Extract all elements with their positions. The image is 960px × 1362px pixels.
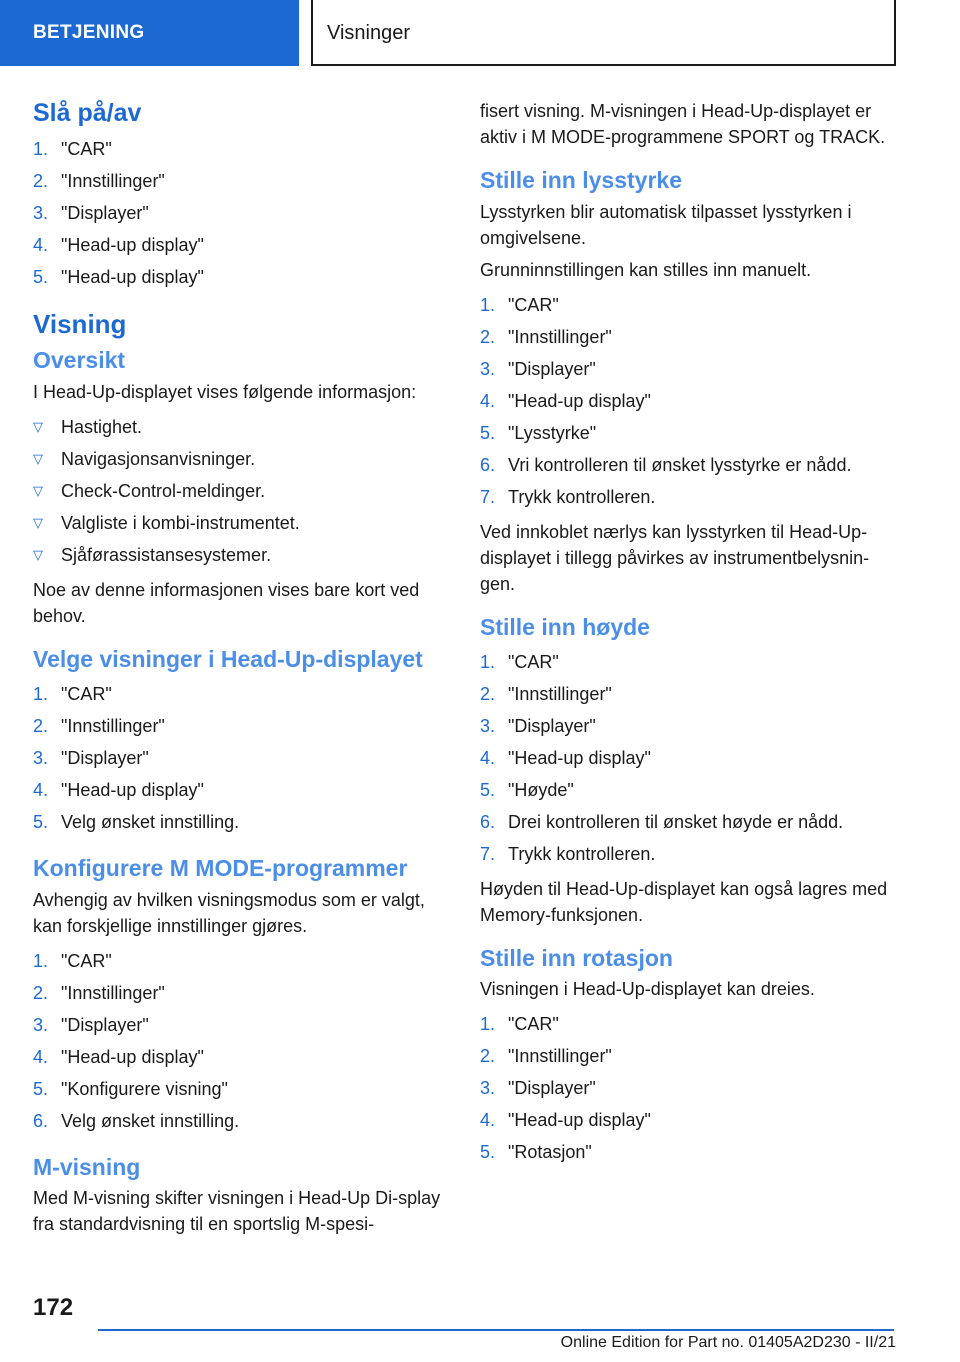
step-number: 6. <box>480 454 496 475</box>
step-item <box>480 710 895 742</box>
step-number: 7. <box>480 843 496 864</box>
lysstyrke-note: Ved innkoblet nærlys kan lysstyrken til Head-Up-displayet i tillegg påvirkes av instrumentbelysnin-gen. <box>480 521 870 594</box>
step-item <box>480 353 895 385</box>
lysstyrke-p2: Grunninnstillingen kan stilles inn manuelt. <box>480 259 812 280</box>
hoyde-note: Høyden til Head-Up-displayet kan også lagres med Memory-funksjonen. <box>480 878 888 925</box>
heading-hoyde: Stille inn høyde <box>480 613 650 640</box>
step-item <box>33 197 448 229</box>
list-velge <box>33 678 448 838</box>
heading-oversikt: Oversikt <box>33 347 126 374</box>
item-text: "Innstillinger" <box>61 171 165 192</box>
heading-lysstyrke: Stille inn lysstyrke <box>480 167 682 193</box>
step-number: 5. <box>480 779 496 800</box>
step-number: 4. <box>480 390 496 411</box>
item-text: "Head-up display" <box>61 1046 204 1067</box>
oversikt-intro: I Head-Up-displayet vises følgende informasjon: <box>33 382 417 403</box>
item-text: "Høyde" <box>508 779 574 800</box>
step-item <box>33 945 448 977</box>
item-text: "Head-up display" <box>61 779 204 800</box>
item-text: "Head-up display" <box>61 267 204 288</box>
step-number: 2. <box>480 683 496 704</box>
step-number: 2. <box>33 715 49 736</box>
list-hoyde <box>480 646 895 870</box>
step-item <box>480 646 895 678</box>
step-number: 5. <box>480 1142 496 1163</box>
item-text: Drei kontrolleren til ønsket høyde er nådd. <box>508 811 844 832</box>
item-text: Check-Control-meldinger. <box>61 481 266 502</box>
heading-visning: Visning <box>33 309 127 340</box>
step-item <box>480 1072 895 1104</box>
item-text: "Innstillinger" <box>508 326 612 347</box>
item-text: "Displayer" <box>508 1078 596 1099</box>
item-text: "CAR" <box>508 1014 559 1035</box>
step-item <box>480 1104 895 1136</box>
bullet-item <box>33 507 448 539</box>
item-text: Velg ønsket innstilling. <box>61 1110 240 1131</box>
list-konfig <box>33 945 448 1137</box>
item-text: Velg ønsket innstilling. <box>61 811 240 832</box>
step-item <box>480 321 895 353</box>
step-number: 2. <box>480 1046 496 1067</box>
step-number: 3. <box>33 203 49 224</box>
step-number: 4. <box>480 747 496 768</box>
step-item <box>480 678 895 710</box>
step-number: 4. <box>33 235 49 256</box>
bullet-item <box>33 443 448 475</box>
step-item <box>33 774 448 806</box>
step-item <box>33 1073 448 1105</box>
rotasjon-intro: Visningen i Head-Up-displayet kan dreies. <box>480 979 815 1000</box>
item-text: "Innstillinger" <box>61 715 165 736</box>
triangle-bullet-icon: ▽ <box>33 547 43 563</box>
step-item <box>33 1105 448 1137</box>
step-item <box>480 289 895 321</box>
triangle-bullet-icon: ▽ <box>33 515 43 531</box>
step-number: 2. <box>33 982 49 1003</box>
konfig-intro: Avhengig av hvilken visningsmodus som er valgt, kan forskjellige innstillinger gjøres. <box>33 889 425 936</box>
item-text: "Displayer" <box>61 747 149 768</box>
footer-edition: Online Edition for Part no. 01405A2D230 - II/21 <box>560 1334 896 1351</box>
step-item <box>480 742 895 774</box>
step-item <box>33 1041 448 1073</box>
item-text: "Head-up display" <box>508 747 651 768</box>
item-text: "CAR" <box>508 651 559 672</box>
mvisning-text: Med M-visning skifter visningen i Head-Up Di-splay fra standardvisning til en sportslig M-spesi- <box>33 1188 441 1235</box>
step-item <box>480 806 895 838</box>
step-number: 4. <box>480 1110 496 1131</box>
step-item <box>33 742 448 774</box>
step-number: 1. <box>480 294 496 315</box>
right-column <box>480 98 895 1174</box>
step-item <box>480 449 895 481</box>
left-column <box>33 98 448 1243</box>
bullet-item <box>33 411 448 443</box>
list-lysstyrke <box>480 289 895 513</box>
item-text: "Head-up display" <box>508 1110 651 1131</box>
item-text: "Head-up display" <box>61 235 204 256</box>
item-text: Navigasjonsanvisninger. <box>61 449 256 470</box>
item-text: "Lysstyrke" <box>508 422 597 443</box>
triangle-bullet-icon: ▽ <box>33 451 43 467</box>
item-text: "Rotasjon" <box>508 1142 592 1163</box>
heading-konfig: Konfigurere M MODE-programmer <box>33 854 408 881</box>
item-text: Valgliste i kombi-instrumentet. <box>61 513 300 534</box>
item-text: Vri kontrolleren til ønsket lysstyrke er nådd. <box>508 454 852 475</box>
mvisning-continued: fisert visning. M-visningen i Head-Up-displayet er aktiv i M MODE-programmene SPORT og TRACK. <box>480 101 886 147</box>
item-text: Sjåførassistansesystemer. <box>61 545 272 566</box>
step-number: 4. <box>33 779 49 800</box>
item-text: "CAR" <box>61 950 112 971</box>
step-item <box>33 1009 448 1041</box>
page-number: 172 <box>33 1294 74 1321</box>
step-number: 3. <box>33 1014 49 1035</box>
bullet-item <box>33 475 448 507</box>
step-number: 6. <box>33 1110 49 1131</box>
triangle-bullet-icon: ▽ <box>33 483 43 499</box>
step-number: 2. <box>480 326 496 347</box>
lysstyrke-p1: Lysstyrken blir automatisk tilpasset lysstyrken i omgivelsene. <box>480 201 852 248</box>
oversikt-note: Noe av denne informasjonen vises bare kort ved behov. <box>33 580 420 627</box>
triangle-bullet-icon: ▽ <box>33 419 43 435</box>
step-item <box>480 481 895 513</box>
step-number: 3. <box>480 715 496 736</box>
step-item <box>33 229 448 261</box>
step-item <box>480 1008 895 1040</box>
item-text: "Innstillinger" <box>508 1046 612 1067</box>
item-text: "Displayer" <box>508 358 596 379</box>
step-item <box>33 977 448 1009</box>
footer-divider <box>98 1329 894 1331</box>
item-text: "Konfigurere visning" <box>61 1078 228 1099</box>
heading-slaa: Slå på/av <box>33 99 142 127</box>
step-number: 1. <box>33 950 49 971</box>
step-item <box>33 710 448 742</box>
item-text: "CAR" <box>61 683 112 704</box>
step-item <box>480 1040 895 1072</box>
item-text: "Displayer" <box>61 203 149 224</box>
step-item <box>33 806 448 838</box>
step-number: 1. <box>480 651 496 672</box>
item-text: Hastighet. <box>61 417 143 438</box>
step-item <box>480 385 895 417</box>
step-item <box>33 678 448 710</box>
step-item <box>33 133 448 165</box>
step-item <box>480 417 895 449</box>
step-item <box>33 165 448 197</box>
step-item <box>480 838 895 870</box>
item-text: "CAR" <box>508 294 559 315</box>
step-number: 3. <box>480 1078 496 1099</box>
heading-rotasjon: Stille inn rotasjon <box>480 944 673 971</box>
item-text: "Head-up display" <box>508 390 651 411</box>
step-number: 5. <box>480 422 496 443</box>
step-number: 5. <box>33 1078 49 1099</box>
item-text: "CAR" <box>61 139 112 160</box>
step-number: 1. <box>33 139 49 160</box>
item-text: Trykk kontrolleren. <box>508 486 656 507</box>
step-number: 1. <box>33 683 49 704</box>
step-item <box>480 1136 895 1168</box>
list-oversikt <box>33 411 448 571</box>
bullet-item <box>33 539 448 571</box>
page-title: Visninger <box>311 0 896 66</box>
item-text: "Displayer" <box>508 715 596 736</box>
item-text: Trykk kontrolleren. <box>508 843 656 864</box>
section-tab: BETJENING <box>0 0 299 66</box>
item-text: "Innstillinger" <box>61 982 165 1003</box>
list-rotasjon <box>480 1008 895 1168</box>
step-number: 6. <box>480 811 496 832</box>
step-number: 5. <box>33 267 49 288</box>
item-text: "Displayer" <box>61 1014 149 1035</box>
item-text: "Innstillinger" <box>508 683 612 704</box>
step-item <box>480 774 895 806</box>
step-item <box>33 261 448 293</box>
step-number: 1. <box>480 1014 496 1035</box>
step-number: 3. <box>33 747 49 768</box>
step-number: 5. <box>33 811 49 832</box>
list-slaa <box>33 133 448 293</box>
heading-velge: Velge visninger i Head-Up-displayet <box>33 646 423 673</box>
heading-mvisning: M-visning <box>33 1153 141 1180</box>
step-number: 7. <box>480 486 496 507</box>
step-number: 2. <box>33 171 49 192</box>
step-number: 3. <box>480 358 496 379</box>
step-number: 4. <box>33 1046 49 1067</box>
